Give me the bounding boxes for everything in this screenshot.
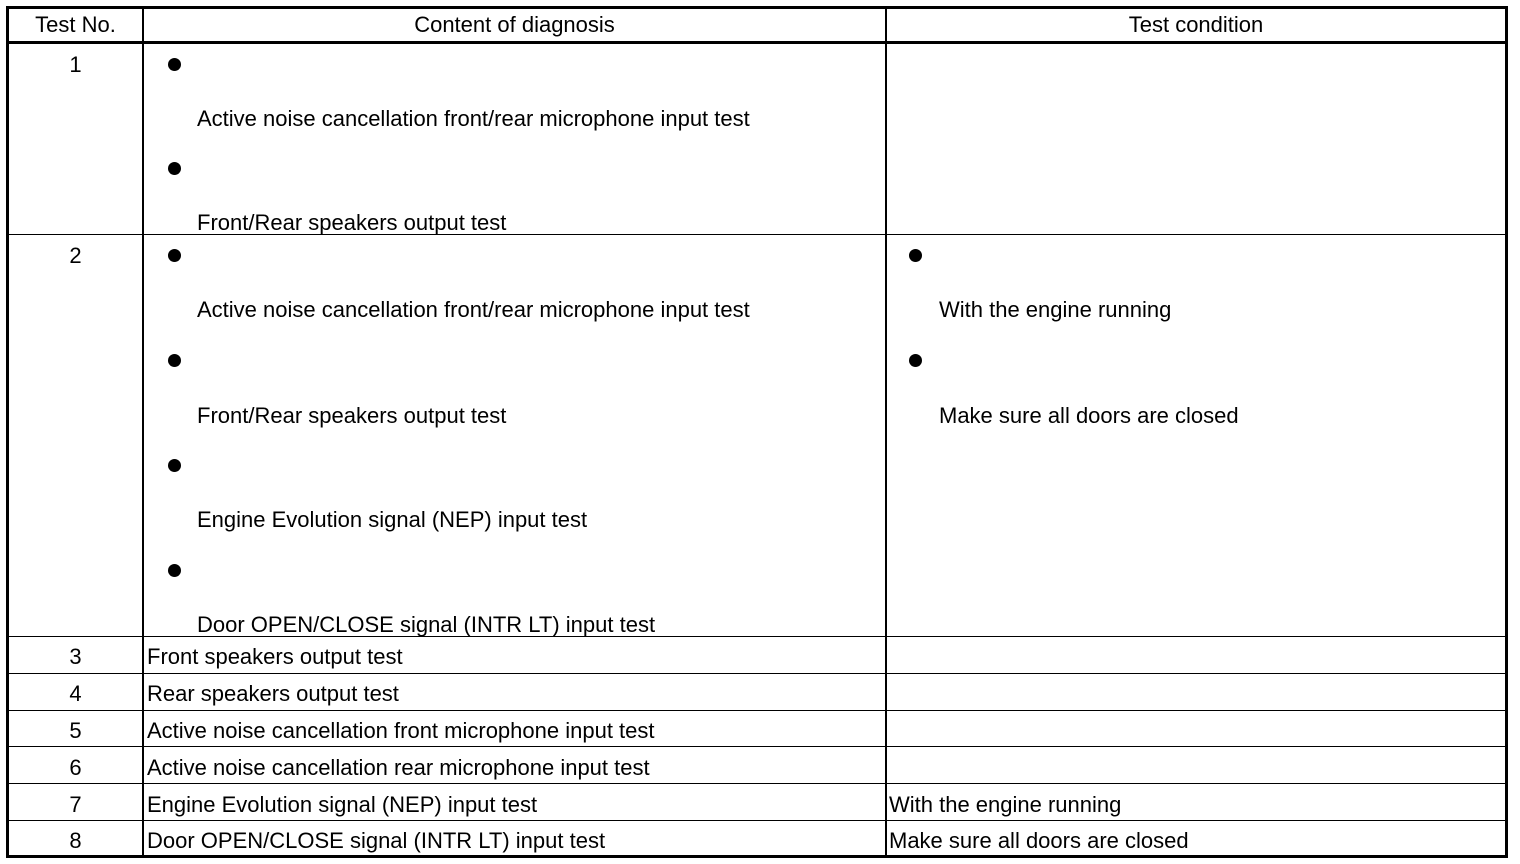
row-2-content-item: Door OPEN/CLOSE signal (INTR LT) input test [197, 612, 656, 637]
row-divider [9, 710, 1505, 711]
row-2-content-item: Active noise cancellation front/rear microphone input test [197, 297, 750, 322]
column-divider [142, 9, 144, 855]
header-test-no: Test No. [35, 12, 116, 37]
row-4-content: Rear speakers output test [147, 681, 399, 706]
row-2-content-item: Engine Evolution signal (NEP) input test [197, 507, 588, 532]
bullet-icon [909, 249, 922, 262]
row-1-content-item: Front/Rear speakers output test [197, 210, 507, 235]
row-4-test-no: 4 [69, 681, 82, 706]
bullet-icon [168, 162, 181, 175]
column-divider [885, 9, 887, 855]
row-divider [9, 820, 1505, 821]
row-divider [9, 673, 1505, 674]
row-7-test-no: 7 [69, 792, 82, 817]
row-5-content: Active noise cancellation front microphone input test [147, 718, 655, 743]
row-2-content-item: Front/Rear speakers output test [197, 403, 507, 428]
row-2-condition-item: With the engine running [939, 297, 1172, 322]
row-8-condition: Make sure all doors are closed [889, 828, 1189, 853]
header-divider [9, 41, 1505, 44]
bullet-icon [168, 354, 181, 367]
row-5-test-no: 5 [69, 718, 82, 743]
row-1-content-item: Active noise cancellation front/rear microphone input test [197, 106, 750, 131]
row-3-test-no: 3 [69, 644, 82, 669]
bullet-icon [909, 354, 922, 367]
row-7-condition: With the engine running [889, 792, 1122, 817]
header-content: Content of diagnosis [414, 12, 615, 37]
row-8-test-no: 8 [69, 828, 82, 853]
row-2-test-no: 2 [69, 243, 82, 268]
row-6-test-no: 6 [69, 755, 82, 780]
row-7-content: Engine Evolution signal (NEP) input test [147, 792, 538, 817]
row-2-condition-item: Make sure all doors are closed [939, 403, 1239, 428]
row-divider [9, 746, 1505, 747]
row-3-content: Front speakers output test [147, 644, 403, 669]
header-condition: Test condition [1128, 12, 1264, 37]
row-1-test-no: 1 [69, 52, 82, 77]
bullet-icon [168, 58, 181, 71]
bullet-icon [168, 564, 181, 577]
row-8-content: Door OPEN/CLOSE signal (INTR LT) input test [147, 828, 606, 853]
diagnosis-table [6, 6, 1508, 858]
row-divider [9, 783, 1505, 784]
row-6-content: Active noise cancellation rear microphone input test [147, 755, 650, 780]
bullet-icon [168, 459, 181, 472]
bullet-icon [168, 249, 181, 262]
